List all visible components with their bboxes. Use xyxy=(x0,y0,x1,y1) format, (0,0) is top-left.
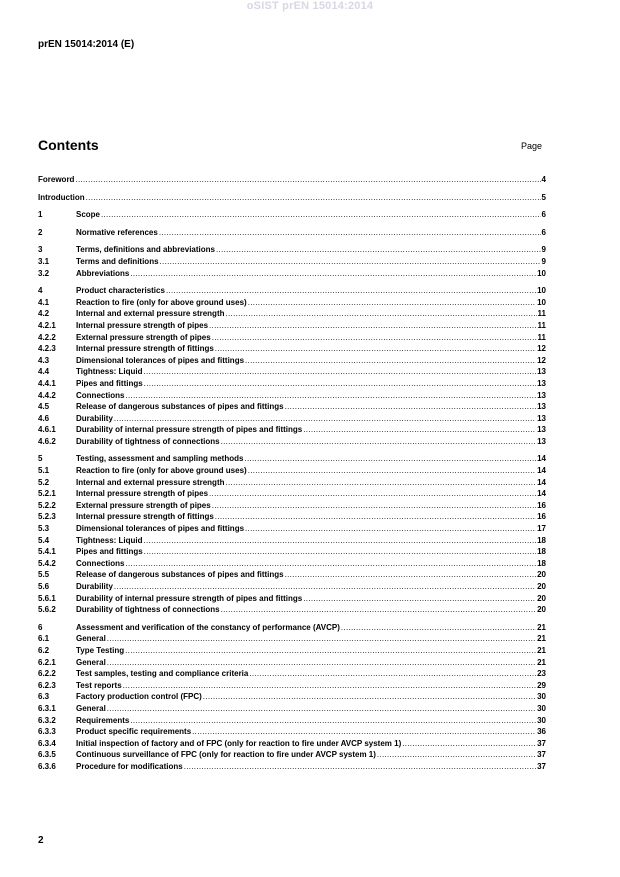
toc-entry[interactable] xyxy=(38,488,546,500)
toc-entry[interactable] xyxy=(38,523,546,535)
toc-entry-title: External pressure strength of pipes xyxy=(76,500,211,510)
dot-leader xyxy=(86,192,541,204)
toc-entry-number: 5.3 xyxy=(38,524,50,534)
toc-entry-page: 18 xyxy=(537,535,546,545)
dot-leader xyxy=(248,297,536,309)
toc-entry-title: Type Testing xyxy=(76,645,125,655)
toc-entry-title: Terms, definitions and abbreviations xyxy=(76,245,215,255)
dot-leader xyxy=(244,453,536,465)
toc-entry-number: 6.1 xyxy=(38,634,50,644)
toc-entry-number: 4.5 xyxy=(38,402,50,412)
toc-entry-page: 6 xyxy=(541,227,546,237)
toc-entry-number: 4.6.2 xyxy=(38,436,56,446)
toc-entry[interactable] xyxy=(38,390,546,402)
toc-entry[interactable] xyxy=(38,174,546,186)
toc-entry-title: Release of dangerous substances of pipes and fittings xyxy=(76,570,284,580)
page-column-label: Page xyxy=(521,141,543,151)
toc-entry-title: Normative references xyxy=(76,227,158,237)
dot-leader xyxy=(160,256,541,268)
toc-entry-number: 5.2.2 xyxy=(38,500,56,510)
toc-entry-number: 6.3.4 xyxy=(38,738,56,748)
toc-entry-page: 11 xyxy=(537,309,546,319)
toc-entry[interactable] xyxy=(38,749,546,761)
toc-entry-title: Test reports xyxy=(76,680,122,690)
toc-entry-page: 14 xyxy=(537,466,546,476)
toc-entry[interactable] xyxy=(38,297,546,309)
document-id: prEN 15014:2014 (E) xyxy=(38,39,135,50)
toc-entry[interactable] xyxy=(38,332,546,344)
toc-entry[interactable] xyxy=(38,726,546,738)
toc-entry-page: 37 xyxy=(537,750,546,760)
toc-entry[interactable] xyxy=(38,227,546,239)
toc-entry[interactable] xyxy=(38,477,546,489)
toc-entry-page: 20 xyxy=(537,582,546,591)
toc-entry-title: Introduction xyxy=(38,192,85,202)
toc-entry-title: General xyxy=(76,657,106,667)
toc-entry-page: 23 xyxy=(537,669,546,679)
dot-leader xyxy=(75,174,540,186)
toc-entry-title: Test samples, testing and compliance criteria xyxy=(76,669,249,679)
toc-entry[interactable] xyxy=(38,604,546,616)
dot-leader xyxy=(144,535,537,547)
toc-entry-number: 5.6.1 xyxy=(38,593,56,603)
dot-leader xyxy=(144,546,536,558)
toc-entry-title: Durability of tightness of connections xyxy=(76,605,220,615)
toc-entry[interactable] xyxy=(38,761,546,773)
dot-leader xyxy=(303,424,536,436)
dot-leader xyxy=(209,320,537,332)
toc-entry-page: 14 xyxy=(537,489,546,499)
toc-entry[interactable] xyxy=(38,657,546,669)
dot-leader xyxy=(114,581,536,593)
toc-entry-title: Durability xyxy=(76,582,113,591)
toc-entry-page: 37 xyxy=(537,738,546,748)
toc-entry-page: 37 xyxy=(537,761,546,771)
dot-leader xyxy=(125,558,536,570)
toc-entry-number: 5.4 xyxy=(38,535,50,545)
toc-entry-page: 18 xyxy=(537,547,546,557)
toc-entry[interactable] xyxy=(38,378,546,390)
toc-entry-page: 4 xyxy=(541,175,546,184)
toc-entry[interactable] xyxy=(38,558,546,570)
toc-entry-title: Tightness: Liquid xyxy=(76,367,143,377)
toc-entry[interactable] xyxy=(38,366,546,378)
toc-entry-number: 4.4.1 xyxy=(38,378,56,388)
toc-entry-number: 1 xyxy=(38,210,43,220)
contents-heading: Contents xyxy=(38,137,99,153)
toc-entry-title: Procedure for modifications xyxy=(76,761,183,771)
toc-entry-title: Scope xyxy=(76,210,101,220)
toc-entry-page: 29 xyxy=(537,680,546,690)
dot-leader xyxy=(130,715,536,727)
dot-leader xyxy=(285,569,536,581)
toc-entry[interactable] xyxy=(38,680,546,692)
toc-entry-number: 3 xyxy=(38,245,43,255)
toc-entry[interactable] xyxy=(38,703,546,715)
toc-entry-title: Release of dangerous substances of pipes and fittings xyxy=(76,402,284,412)
toc-entry-number: 6.3.5 xyxy=(38,750,56,760)
toc-entry[interactable] xyxy=(38,308,546,320)
toc-entry-number: 4.2.2 xyxy=(38,332,56,342)
dot-leader xyxy=(114,413,536,425)
toc-entry[interactable] xyxy=(38,285,546,297)
dot-leader xyxy=(125,390,536,402)
dot-leader xyxy=(130,268,536,280)
dot-leader xyxy=(402,738,536,750)
toc-entry-page: 13 xyxy=(537,425,546,435)
toc-entry-number: 2 xyxy=(38,227,43,237)
dot-leader xyxy=(144,366,537,378)
toc-entry-number: 6.3.3 xyxy=(38,727,56,737)
toc-entry-page: 30 xyxy=(537,715,546,725)
toc-entry[interactable] xyxy=(38,500,546,512)
toc-entry-page: 9 xyxy=(541,245,546,255)
dot-leader xyxy=(209,488,536,500)
dot-leader xyxy=(377,749,536,761)
toc-entry-number: 4.6.1 xyxy=(38,425,56,435)
toc-entry-page: 21 xyxy=(537,634,546,644)
dot-leader xyxy=(123,680,536,692)
dot-leader xyxy=(226,477,537,489)
toc-entry-number: 6.2.3 xyxy=(38,680,56,690)
toc-entry-title: Initial inspection of factory and of FPC (only for reaction to fire under AVCP system 1) xyxy=(76,738,402,748)
toc-entry-title: Tightness: Liquid xyxy=(76,535,143,545)
dot-leader xyxy=(303,593,536,605)
toc-entry-page: 13 xyxy=(537,390,546,400)
watermark: oSIST prEN 15014:2014 xyxy=(246,0,374,12)
toc-entry[interactable] xyxy=(38,593,546,605)
toc-entry-title: Internal pressure strength of fittings xyxy=(76,344,214,354)
toc-entry-number: 6 xyxy=(38,622,43,632)
toc-entry-page: 13 xyxy=(537,367,546,377)
toc-entry-title: Durability xyxy=(76,413,113,423)
toc-entry-title: General xyxy=(76,634,106,644)
toc-entry-number: 5.4.2 xyxy=(38,558,56,568)
toc-entry-title: Requirements xyxy=(76,715,130,725)
toc-entry-title: Testing, assessment and sampling methods xyxy=(76,454,244,464)
dot-leader xyxy=(226,308,537,320)
toc-entry-number: 4.4 xyxy=(38,367,50,377)
toc-entry[interactable] xyxy=(38,668,546,680)
toc-entry-title: Factory production control (FPC) xyxy=(76,692,202,702)
toc-entry-number: 6.3 xyxy=(38,692,50,702)
toc-entry[interactable] xyxy=(38,633,546,645)
toc-entry-page: 14 xyxy=(537,477,546,487)
toc-entry-page: 6 xyxy=(541,210,546,220)
toc-entry-title: Product characteristics xyxy=(76,286,165,296)
dot-leader xyxy=(159,227,541,239)
toc-entry-page: 20 xyxy=(537,593,546,603)
toc-entry-page: 36 xyxy=(537,727,546,737)
toc-entry-page: 21 xyxy=(537,657,546,667)
dot-leader xyxy=(107,657,536,669)
toc-entry-title: Dimensional tolerances of pipes and fittings xyxy=(76,524,245,534)
toc-entry-number: 5.5 xyxy=(38,570,50,580)
toc-entry-title: Foreword xyxy=(38,175,75,184)
toc-entry-page: 17 xyxy=(537,524,546,534)
toc-entry-number: 5.6 xyxy=(38,582,50,591)
dot-leader xyxy=(101,209,541,221)
toc-entry[interactable] xyxy=(38,424,546,436)
toc-entry[interactable] xyxy=(38,413,546,425)
dot-leader xyxy=(192,726,536,738)
toc-entry-title: Pipes and fittings xyxy=(76,378,143,388)
toc-entry-page: 10 xyxy=(537,286,546,296)
dot-leader xyxy=(166,285,536,297)
dot-leader xyxy=(203,691,536,703)
table-of-contents xyxy=(38,174,546,773)
toc-entry-page: 20 xyxy=(537,605,546,615)
dot-leader xyxy=(248,465,536,477)
toc-entry-page: 13 xyxy=(537,436,546,446)
toc-entry-title: External pressure strength of pipes xyxy=(76,332,211,342)
toc-entry-page: 14 xyxy=(537,454,546,464)
toc-entry[interactable] xyxy=(38,244,546,256)
toc-entry-title: Assessment and verification of the constancy of performance (AVCP) xyxy=(76,622,340,632)
toc-entry-title: Connections xyxy=(76,558,125,568)
dot-leader xyxy=(245,355,536,367)
toc-entry-title: Connections xyxy=(76,390,125,400)
toc-entry[interactable] xyxy=(38,535,546,547)
toc-entry-number: 5 xyxy=(38,454,43,464)
toc-entry-number: 5.6.2 xyxy=(38,605,56,615)
toc-entry[interactable] xyxy=(38,453,546,465)
toc-entry-number: 5.2.3 xyxy=(38,512,56,522)
dot-leader xyxy=(107,703,536,715)
toc-entry-page: 20 xyxy=(537,570,546,580)
toc-entry[interactable] xyxy=(38,401,546,413)
toc-entry-number: 5.4.1 xyxy=(38,547,56,557)
dot-leader xyxy=(341,622,536,634)
toc-entry-title: Reaction to fire (only for above ground uses) xyxy=(76,297,247,307)
toc-entry-number: 4 xyxy=(38,286,43,296)
dot-leader xyxy=(216,244,541,256)
toc-entry[interactable] xyxy=(38,268,546,280)
toc-entry-page: 13 xyxy=(537,402,546,412)
toc-entry[interactable] xyxy=(38,436,546,448)
toc-entry-title: Pipes and fittings xyxy=(76,547,143,557)
toc-entry-number: 5.2 xyxy=(38,477,50,487)
toc-entry-title: Product specific requirements xyxy=(76,727,192,737)
toc-entry-title: Internal and external pressure strength xyxy=(76,477,225,487)
toc-entry-page: 10 xyxy=(537,268,546,278)
toc-entry-page: 12 xyxy=(537,344,546,354)
toc-entry-number: 4.6 xyxy=(38,413,50,423)
toc-entry-title: Internal and external pressure strength xyxy=(76,309,225,319)
toc-entry-number: 3.2 xyxy=(38,268,50,278)
dot-leader xyxy=(245,523,536,535)
toc-entry-number: 4.2.3 xyxy=(38,344,56,354)
dot-leader xyxy=(184,761,536,773)
toc-entry-number: 3.1 xyxy=(38,256,50,266)
toc-entry-title: Internal pressure strength of pipes xyxy=(76,489,209,499)
toc-entry[interactable] xyxy=(38,355,546,367)
toc-entry-number: 4.2 xyxy=(38,309,50,319)
toc-entry-title: Continuous surveillance of FPC (only for reaction to fire under AVCP system 1) xyxy=(76,750,376,760)
toc-entry-title: Terms and definitions xyxy=(76,256,159,266)
toc-entry[interactable] xyxy=(38,645,546,657)
dot-leader xyxy=(221,436,537,448)
toc-entry-number: 6.3.6 xyxy=(38,761,56,771)
toc-entry-number: 5.1 xyxy=(38,466,50,476)
toc-entry-page: 16 xyxy=(537,500,546,510)
toc-entry-page: 10 xyxy=(537,297,546,307)
toc-entry-number: 4.1 xyxy=(38,297,50,307)
toc-entry-title: Abbreviations xyxy=(76,268,130,278)
toc-entry[interactable] xyxy=(38,343,546,355)
toc-entry-number: 4.4.2 xyxy=(38,390,56,400)
toc-entry[interactable] xyxy=(38,511,546,523)
toc-entry[interactable] xyxy=(38,465,546,477)
toc-entry-number: 6.3.1 xyxy=(38,703,56,713)
toc-entry[interactable] xyxy=(38,738,546,750)
toc-entry-number: 6.2.1 xyxy=(38,657,56,667)
toc-entry-page: 21 xyxy=(537,645,546,655)
toc-entry[interactable] xyxy=(38,320,546,332)
toc-entry[interactable] xyxy=(38,715,546,727)
toc-entry-page: 30 xyxy=(537,692,546,702)
dot-leader xyxy=(107,633,536,645)
toc-entry[interactable] xyxy=(38,581,546,593)
toc-entry[interactable] xyxy=(38,192,546,204)
toc-entry[interactable] xyxy=(38,569,546,581)
toc-entry-title: Reaction to fire (only for above ground uses) xyxy=(76,466,247,476)
toc-entry-number: 4.3 xyxy=(38,355,50,365)
toc-entry-page: 11 xyxy=(537,320,546,330)
dot-leader xyxy=(215,343,536,355)
toc-entry-number: 6.2.2 xyxy=(38,669,56,679)
toc-entry-title: Internal pressure strength of pipes xyxy=(76,320,209,330)
dot-leader xyxy=(125,645,536,657)
toc-entry-number: 4.2.1 xyxy=(38,320,56,330)
dot-leader xyxy=(285,401,536,413)
dot-leader xyxy=(215,511,536,523)
toc-entry-title: Durability of internal pressure strength of pipes and fittings xyxy=(76,425,303,435)
toc-entry-page: 5 xyxy=(541,192,546,202)
toc-entry-number: 5.2.1 xyxy=(38,489,56,499)
toc-entry[interactable] xyxy=(38,691,546,703)
toc-entry-title: Internal pressure strength of fittings xyxy=(76,512,214,522)
toc-entry[interactable] xyxy=(38,622,546,634)
page-number: 2 xyxy=(38,835,44,846)
toc-entry-page: 13 xyxy=(537,378,546,388)
toc-entry-number: 6.2 xyxy=(38,645,50,655)
toc-entry-page: 12 xyxy=(537,355,546,365)
toc-entry-page: 18 xyxy=(537,558,546,568)
toc-entry[interactable] xyxy=(38,546,546,558)
toc-entry-number: 6.3.2 xyxy=(38,715,56,725)
toc-entry-page: 13 xyxy=(537,413,546,423)
toc-entry-title: Durability of internal pressure strength of pipes and fittings xyxy=(76,593,303,603)
dot-leader xyxy=(221,604,537,616)
dot-leader xyxy=(249,668,536,680)
toc-entry-page: 21 xyxy=(537,622,546,632)
dot-leader xyxy=(144,378,536,390)
toc-entry-page: 30 xyxy=(537,703,546,713)
toc-entry-title: Durability of tightness of connections xyxy=(76,436,220,446)
dot-leader xyxy=(212,500,536,512)
toc-entry[interactable] xyxy=(38,256,546,268)
toc-entry-page: 11 xyxy=(537,332,546,342)
toc-entry[interactable] xyxy=(38,209,546,221)
toc-entry-title: General xyxy=(76,703,106,713)
toc-entry-page: 16 xyxy=(537,512,546,522)
dot-leader xyxy=(212,332,537,344)
toc-entry-page: 9 xyxy=(541,256,546,266)
toc-entry-title: Dimensional tolerances of pipes and fittings xyxy=(76,355,245,365)
